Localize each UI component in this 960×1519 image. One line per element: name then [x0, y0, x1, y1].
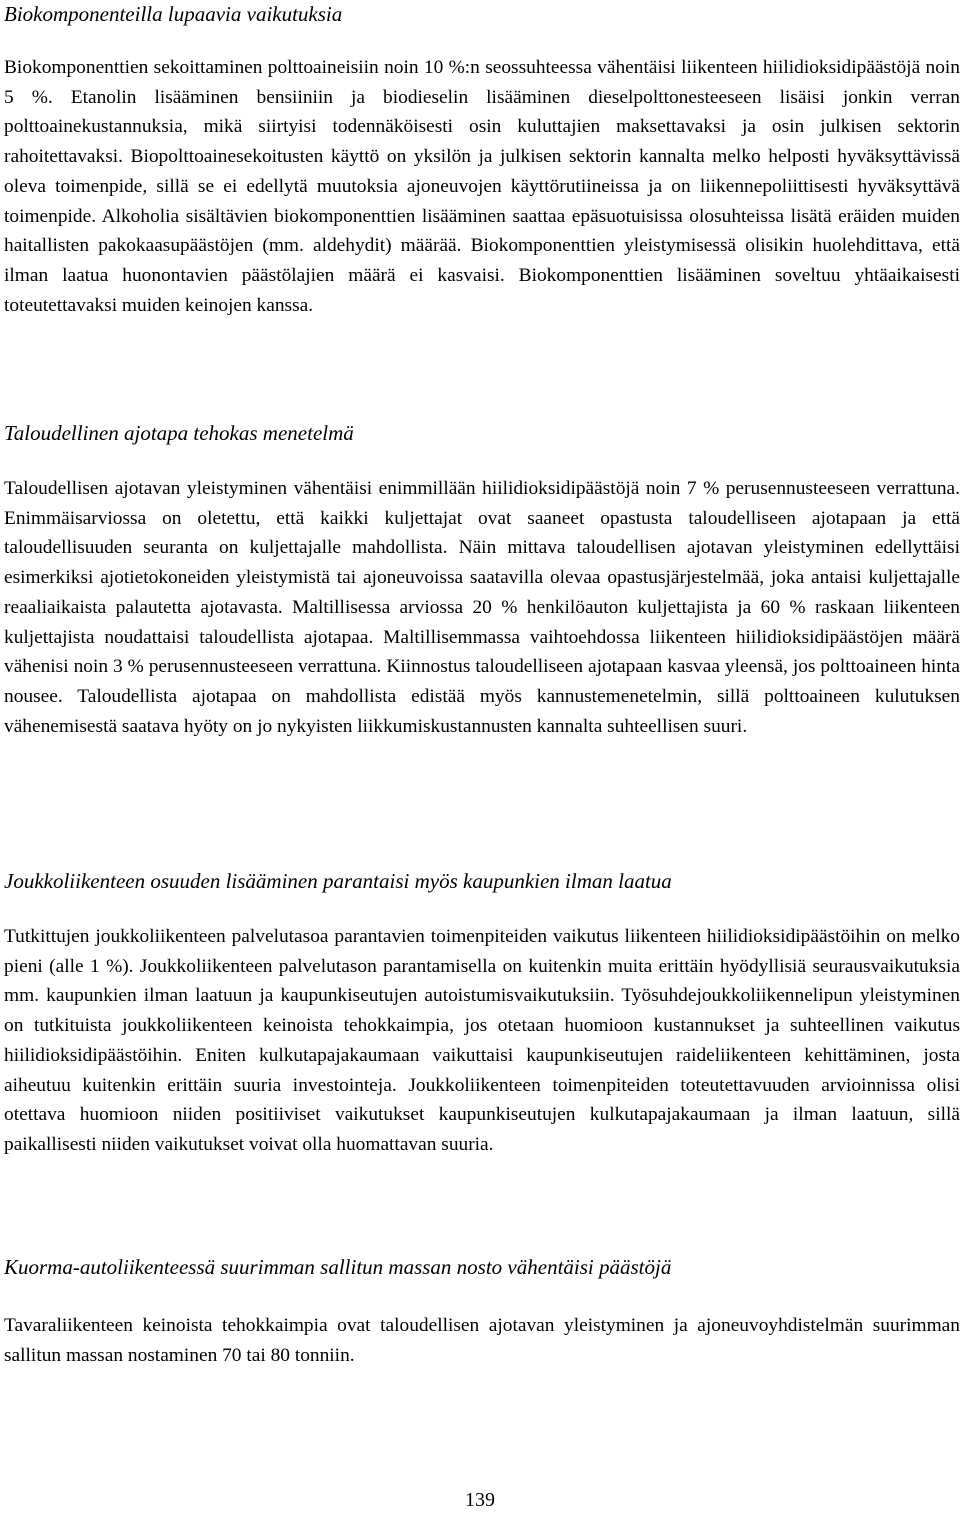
section-heading-kuorma-autoliikenne: Kuorma-autoliikenteessä suurimman sallitun massan nosto vähentäisi päästöjä: [4, 1255, 672, 1279]
section-paragraph-joukkoliikenne: Tutkittujen joukkoliikenteen palvelutasoa parantavien toimenpiteiden vaikutus liikenteen hiilidioksidipäästöihin on melko pieni (alle 1 %). Joukkoliikenteen palvelutason parantamisella on kuitenkin muita erittäin hyödyllisiä seurausvaikutuksia mm. kaupunkien ilman laatuun ja kaupunkiseutujen autoistumisvaikutuksiin. Työsuhdejoukkoliikennelipun yleistyminen on tutkituista joukkoliikenteen keinoista tehokkaimpia, jos otetaan huomioon kustannukset ja suhteellinen vaikutus hiilidioksidipäästöihin. Eniten kulkutapajakaumaan vaikuttaisi kaupunkiseutujen raideliikenteen kehittäminen, josta aiheutuu kuitenkin erittäin suuria investointeja. Joukkoliikenteen toimenpiteiden toteutettavuuden arvioinnissa olisi otettava huomioon niiden positiiviset vaikutukset kaupunkiseutujen kulkutapajakaumaan ja ilman laatuun, sillä paikallisesti niiden vaikutukset voivat olla huomattavan suuria.: [4, 926, 960, 1155]
section-heading-taloudellinen-ajotapa: Taloudellinen ajotapa tehokas menetelmä: [4, 421, 354, 445]
section-heading-biokomponentit: Biokomponenteilla lupaavia vaikutuksia: [4, 2, 343, 26]
section-paragraph-biokomponentit: Biokomponenttien sekoittaminen polttoaineisiin noin 10 %:n seossuhteessa vähentäisi liikenteen hiilidioksidipäästöjä noin 5 %. Etanolin lisääminen bensiiniin ja biodieselin lisääminen dieselpolttonesteeseen lisäisi jonkin verran polttoainekustannuksia, mikä siirtyisi todennäköisesti osin kuluttajien maksettavaksi ja osin julkisen sektorin rahoitettavaksi. Biopolttoainesekoitusten käyttö on yksilön ja julkisen sektorin kannalta melko helposti hyväksyttävissä oleva toimenpide, sillä se ei edellytä muutoksia ajoneuvojen käyttörutiineissa ja on liikennepoliittisesti hyväksyttävä toimenpide. Alkoholia sisältävien biokomponenttien lisääminen saattaa epäsuotuisissa olosuhteissa lisätä eräiden muiden haitallisten pakokaasupäästöjen (mm. aldehydit) määrää. Biokomponenttien yleistymisessä olisikin huolehdittava, että ilman laatua huonontavien päästölajien määrä ei kasvaisi. Biokomponenttien lisääminen soveltuu yhtäaikaisesti toteutettavaksi muiden keinojen kanssa.: [4, 57, 960, 316]
page-number: 139: [465, 1489, 495, 1511]
section-paragraph-kuorma-autoliikenne: Tavaraliikenteen keinoista tehokkaimpia ovat taloudellisen ajotavan yleistyminen ja ajoneuvoyhdistelmän suurimman sallitun massan nostaminen 70 tai 80 tonniin.: [4, 1315, 960, 1366]
section-paragraph-taloudellinen-ajotapa: Taloudellisen ajotavan yleistyminen vähentäisi enimmillään hiilidioksidipäästöjä noin 7 % perusennusteeseen verrattuna. Enimmäisarviossa on oletettu, että kaikki kuljettajat ovat saaneet opastusta taloudelliseen ajotapaan ja että taloudellisuuden seuranta on kuljettajalle mahdollista. Näin mittava taloudellisen ajotavan yleistyminen edellyttäisi esimerkiksi ajotietokoneiden yleistymistä tai ajoneuvoissa saatavilla olevaa opastusjärjestelmää, joka antaisi kuljettajalle reaaliaikaista palautetta ajotavasta. Maltillisessa arviossa 20 % henkilöauton kuljettajista ja 60 % raskaan liikenteen kuljettajista noudattaisi taloudellista ajotapaa. Maltillisemmassa vaihtoehdossa liikenteen hiilidioksidipäästöjen määrä vähenisi noin 3 % perusennusteeseen verrattuna. Kiinnostus taloudelliseen ajotapaan kasvaa yleensä, jos polttoaineen hinta nousee. Taloudellista ajotapaa on mahdollista edistää myös kannustemenetelmin, sillä polttoaineen kulutuksen vähenemisestä saatava hyöty on jo nykyisten liikkumiskustannusten kannalta suhteellisen suuri.: [4, 478, 960, 737]
section-heading-joukkoliikenne: Joukkoliikenteen osuuden lisääminen parantaisi myös kaupunkien ilman laatua: [4, 869, 672, 893]
